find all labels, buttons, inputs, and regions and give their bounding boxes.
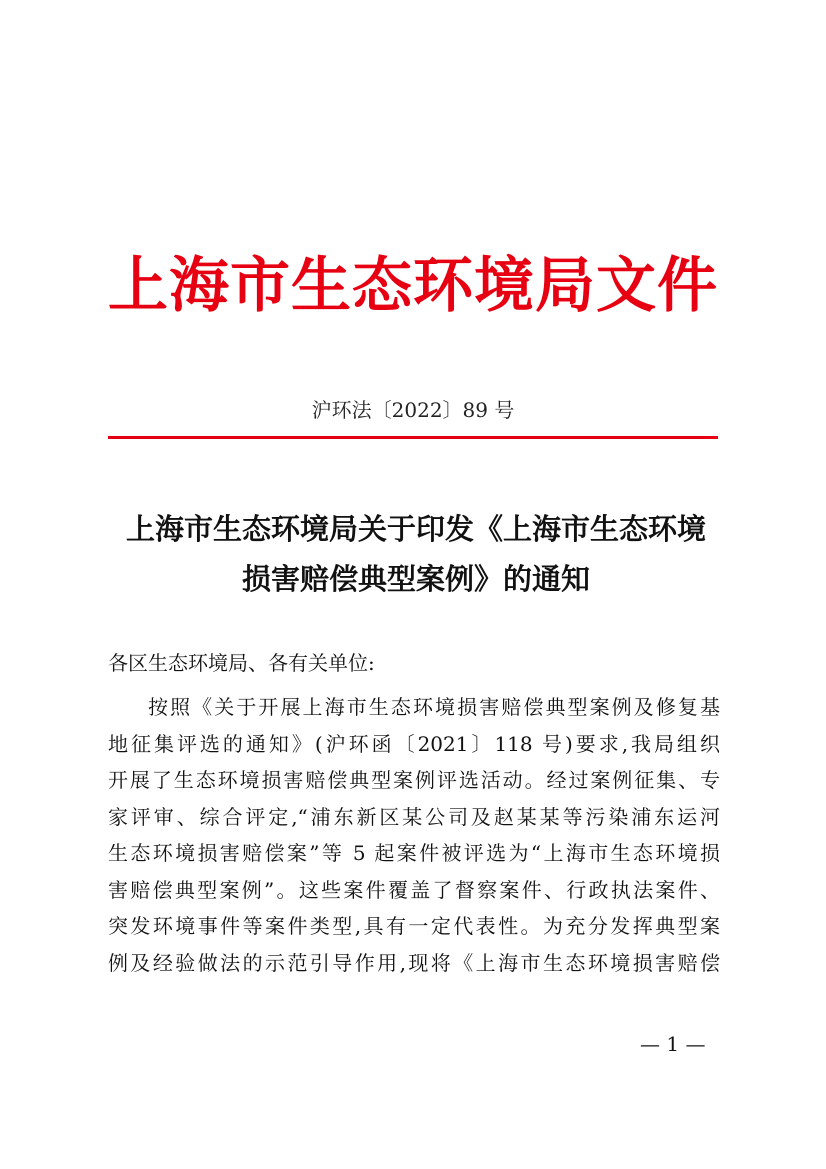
body-line: 家评审、综合评定,“浦东新区某公司及赵某某等污染浦东运河	[108, 804, 720, 829]
body-line: 地征集评选的通知》(沪环函〔2021〕118 号)要求,我局组织	[108, 731, 720, 756]
body-line: 生态环境损害赔偿案”等 5 起案件被评选为“上海市生态环境损	[108, 841, 720, 865]
page-number: — 1 —	[640, 1032, 706, 1056]
body-line: 例及经验做法的示范引导作用,现将《上海市生态环境损害赔偿	[108, 950, 720, 975]
body-line: 害赔偿典型案例”。这些案件覆盖了督察案件、行政执法案件、	[108, 877, 720, 902]
notice-title-line: 损害赔偿典型案例》的通知	[241, 562, 590, 596]
issuing-authority-title: 上海市生态环境局文件	[108, 251, 718, 321]
body-line: 开展了生态环境损害赔偿典型案例评选活动。经过案例征集、专	[108, 768, 720, 792]
document-number: 沪环法〔2022〕89 号	[311, 398, 515, 422]
notice-title	[96, 504, 736, 604]
red-separator-line	[108, 436, 718, 439]
body-line: 突发环境事件等案件类型,具有一定代表性。为充分发挥典型案	[108, 914, 720, 938]
body-line: 按照《关于开展上海市生态环境损害赔偿典型案例及修复基	[148, 695, 720, 719]
body-paragraph	[108, 689, 720, 981]
addressee: 各区生态环境局、各有关单位:	[108, 651, 375, 675]
notice-title-line: 上海市生态环境局关于印发《上海市生态环境	[125, 512, 706, 546]
